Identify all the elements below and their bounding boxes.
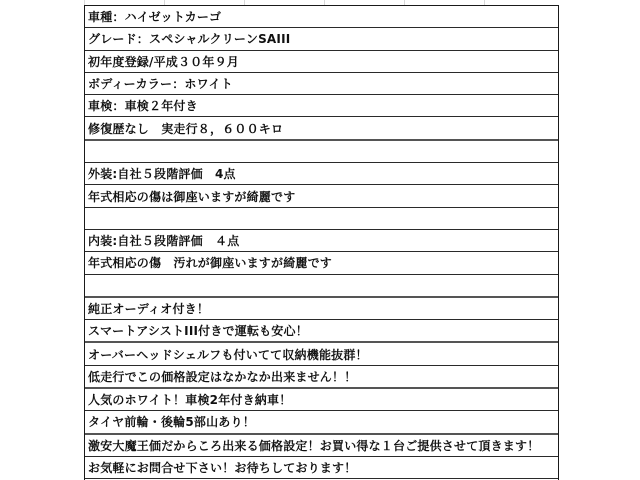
cell-exterior-rating[interactable]: 外装:自社５段階評価 4点 bbox=[85, 163, 558, 185]
cell-empty[interactable] bbox=[85, 208, 558, 230]
cell-model[interactable]: 車種：ハイゼットカーゴ bbox=[85, 6, 558, 28]
cell-low-mileage-price[interactable]: 低走行でこの価格設定はなかなか出来ません！！ bbox=[85, 366, 558, 389]
cell-tires[interactable]: タイヤ前輪・後輪5部山あり！ bbox=[85, 411, 558, 434]
cell-body-color[interactable]: ボディーカラー：ホワイト bbox=[85, 73, 558, 95]
cell-audio[interactable]: 純正オーディオ付き！ bbox=[85, 298, 558, 320]
cell-repair-mileage[interactable]: 修復歴なし 実走行８，６００キロ bbox=[85, 117, 558, 140]
cell-overhead-shelf[interactable]: オーバーヘッドシェルフも付いてて収納機能抜群！ bbox=[85, 343, 558, 365]
cell-inspection[interactable]: 車検：車検２年付き bbox=[85, 95, 558, 117]
cell-interior-rating[interactable]: 内装:自社５段階評価 ４点 bbox=[85, 230, 558, 252]
cell-empty[interactable] bbox=[85, 275, 558, 298]
cell-empty[interactable] bbox=[85, 141, 558, 163]
vehicle-description-table bbox=[84, 5, 559, 480]
cell-smart-assist[interactable]: スマートアシストIII付きで運転も安心！ bbox=[85, 320, 558, 343]
cell-interior-note[interactable]: 年式相応の傷 汚れが御座いますが綺麗です bbox=[85, 252, 558, 274]
cell-contact[interactable]: お気軽にお問合せ下さい！お待ちしております！ bbox=[85, 457, 558, 479]
cell-first-registration[interactable]: 初年度登録/平成３０年９月 bbox=[85, 51, 558, 73]
cell-exterior-note[interactable]: 年式相応の傷は御座いますが綺麗です bbox=[85, 185, 558, 207]
cell-grade[interactable]: グレード：スペシャルクリーンSAIII bbox=[85, 28, 558, 50]
cell-popular-white[interactable]: 人気のホワイト！車検2年付き納車！ bbox=[85, 389, 558, 411]
cell-price-offer[interactable]: 激安大魔王価だからころ出来る価格設定！お買い得な１台ご提供させて頂きます！ bbox=[85, 435, 558, 457]
